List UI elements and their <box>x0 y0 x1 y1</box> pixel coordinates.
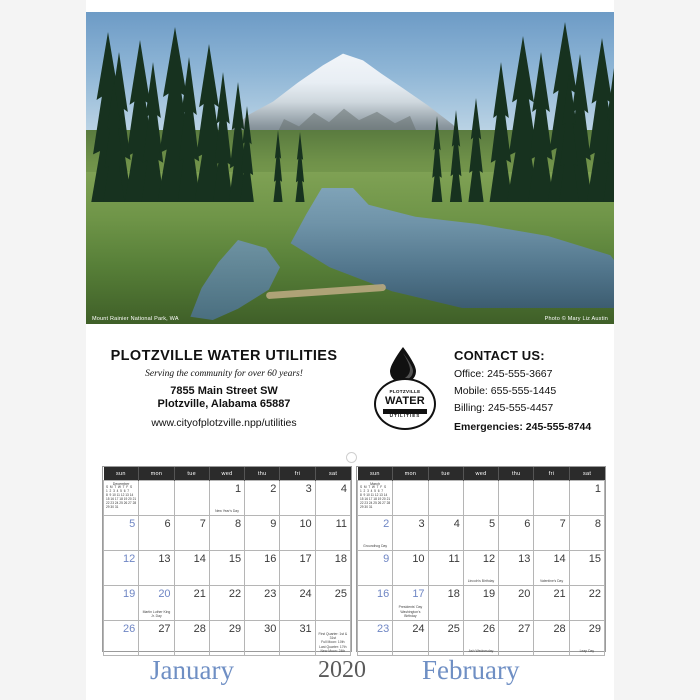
weekday-header-tue: tue <box>428 467 463 481</box>
calendar-day-cell[interactable] <box>104 621 139 656</box>
calendar-day-cell[interactable] <box>139 586 174 621</box>
calendar-day-cell[interactable] <box>463 516 498 551</box>
mini-month-march <box>360 482 390 509</box>
contact-mobile: Mobile: 655-555-1445 <box>454 385 557 397</box>
day-number: 7 <box>559 518 566 530</box>
calendar-day-cell[interactable] <box>139 551 174 586</box>
month-title-february: February <box>422 655 520 685</box>
calendar-day-cell[interactable] <box>139 621 174 656</box>
calendar-day-cell[interactable] <box>245 481 280 516</box>
day-number: 1 <box>594 483 601 495</box>
month-title-january: January <box>150 655 234 685</box>
mini-month-row: 15 16 17 18 19 20 21 <box>360 496 391 501</box>
mini-month-row: 29 30 31 <box>360 504 373 509</box>
company-column <box>94 348 354 429</box>
calendar-day-cell[interactable] <box>280 621 315 656</box>
calendar-day-cell[interactable] <box>393 621 428 656</box>
day-number: 2 <box>270 483 277 495</box>
calendar-day-cell[interactable] <box>245 621 280 656</box>
day-number: 28 <box>193 623 206 635</box>
calendar-day-cell[interactable] <box>569 481 604 516</box>
month-titles <box>86 655 614 695</box>
mini-month-row: 15 16 17 18 19 20 21 <box>106 496 137 501</box>
calendar-week-row <box>104 481 351 516</box>
calendar-day-cell[interactable] <box>139 481 174 516</box>
header-photo <box>86 12 614 324</box>
mini-month-row: 8 9 10 11 12 13 14 <box>360 493 388 497</box>
calendar-day-cell[interactable] <box>499 481 534 516</box>
day-number: 3 <box>418 518 425 530</box>
photo-tree <box>466 98 486 202</box>
calendar-day-cell[interactable] <box>104 586 139 621</box>
day-number: 6 <box>164 518 171 530</box>
logo-line3: UTILITIES <box>389 412 421 418</box>
calendar-week-row <box>104 551 351 586</box>
calendar-day-cell[interactable] <box>104 551 139 586</box>
calendar-day-cell[interactable] <box>209 516 244 551</box>
calendar-day-cell[interactable] <box>315 481 350 516</box>
mini-month-title: December <box>112 482 130 486</box>
day-note: Lincoln's Birthday <box>467 578 495 583</box>
calendar-day-cell[interactable] <box>358 586 393 621</box>
day-number: 15 <box>228 553 242 565</box>
day-number: 26 <box>482 623 496 635</box>
mini-month-row: 29 30 31 <box>106 504 119 509</box>
calendar-february[interactable] <box>356 466 606 652</box>
calendar-week-row <box>358 586 605 621</box>
photo-tree <box>430 116 444 202</box>
calendar-day-cell[interactable] <box>174 481 209 516</box>
calendar-day-cell[interactable] <box>280 586 315 621</box>
mini-month-row: 8 9 10 11 12 13 14 <box>106 493 134 497</box>
day-number: 13 <box>158 553 171 565</box>
company-info-block <box>86 340 614 450</box>
calendar-day-cell[interactable] <box>393 516 428 551</box>
calendar-day-cell[interactable] <box>245 516 280 551</box>
day-number: 16 <box>264 553 277 565</box>
mini-month-row: 1 2 3 4 5 6 7 <box>106 489 130 494</box>
calendar-day-cell[interactable] <box>104 516 139 551</box>
calendar-day-cell[interactable] <box>534 481 569 516</box>
day-number: 27 <box>158 623 171 635</box>
day-number: 26 <box>123 623 136 635</box>
day-number: 12 <box>123 553 136 565</box>
day-number: 16 <box>377 588 390 600</box>
page-margin-left <box>0 0 86 700</box>
calendar-day-cell[interactable] <box>569 516 604 551</box>
day-number: 10 <box>299 518 312 530</box>
day-number: 22 <box>588 588 601 600</box>
calendar-day-cell[interactable] <box>209 621 244 656</box>
weekday-header-thu: thu <box>245 467 280 481</box>
weekday-header-thu: thu <box>499 467 534 481</box>
day-number: 4 <box>453 518 460 530</box>
logo-badge <box>374 378 436 430</box>
day-number: 7 <box>199 518 206 530</box>
calendar-day-cell[interactable] <box>569 551 604 586</box>
day-number: 10 <box>412 553 425 565</box>
day-number: 24 <box>412 623 425 635</box>
day-number: 22 <box>228 588 242 600</box>
weekday-header-sat: sat <box>569 467 604 481</box>
calendar-day-cell[interactable] <box>393 481 428 516</box>
day-number: 30 <box>264 623 277 635</box>
day-number: 21 <box>553 588 566 600</box>
calendar-day-cell[interactable] <box>534 551 569 586</box>
calendar-day-cell[interactable] <box>245 586 280 621</box>
company-address-line1: 7855 Main Street SW <box>170 385 278 397</box>
company-website[interactable]: www.cityofplotzville.npp/utilities <box>151 417 297 429</box>
day-number: 23 <box>264 588 277 600</box>
day-number: 20 <box>158 588 171 600</box>
mini-month-december <box>106 482 136 509</box>
day-number: 6 <box>524 518 531 530</box>
weekday-header-tue: tue <box>174 467 209 481</box>
day-number: 2 <box>383 518 390 530</box>
day-number: 8 <box>594 518 601 530</box>
calendar-day-cell[interactable] <box>358 551 393 586</box>
calendar-day-cell[interactable] <box>315 621 350 656</box>
day-number: 17 <box>299 553 312 565</box>
day-note: New Year's Day <box>215 508 239 513</box>
day-note: Groundhog Day <box>363 543 388 548</box>
mini-month-row: 1 2 3 4 5 6 7 <box>360 489 384 494</box>
mini-month-title: March <box>370 482 381 486</box>
calendar-day-cell[interactable] <box>499 516 534 551</box>
weekday-header-wed: wed <box>463 467 498 481</box>
calendar-day-cell[interactable] <box>280 551 315 586</box>
day-note: First Quarter: 1st & 31st Full Moon: 10th Last Quarter: 17th New Moon: 24th <box>318 631 348 653</box>
binding-punch-hole <box>346 452 357 463</box>
calendar-day-cell[interactable] <box>174 621 209 656</box>
calendar-day-cell[interactable] <box>569 621 604 656</box>
calendar-day-cell[interactable] <box>209 586 244 621</box>
calendar-day-cell[interactable] <box>280 516 315 551</box>
day-number: 25 <box>334 588 347 600</box>
calendar-day-cell[interactable] <box>174 586 209 621</box>
calendar-day-cell[interactable] <box>174 516 209 551</box>
calendar-day-cell[interactable] <box>428 481 463 516</box>
day-number: 8 <box>235 518 242 530</box>
calendar-day-cell[interactable] <box>534 621 569 656</box>
day-number: 3 <box>305 483 312 495</box>
photo-tree <box>294 132 306 202</box>
day-note: Leap Day <box>579 648 595 653</box>
day-number: 31 <box>299 623 312 635</box>
calendar-day-cell[interactable] <box>358 516 393 551</box>
calendar-day-cell[interactable] <box>315 551 350 586</box>
mini-month-row: S M T W T F S <box>106 485 133 490</box>
contact-title: CONTACT US: <box>454 348 545 363</box>
calendar-year: 2020 <box>318 657 366 683</box>
calendar-day-cell[interactable] <box>499 621 534 656</box>
photo-treeline <box>86 12 614 202</box>
day-note: Ash Wednesday <box>468 648 494 653</box>
company-name: PLOTZVILLE WATER UTILITIES <box>110 348 338 364</box>
calendar-day-cell[interactable] <box>463 586 498 621</box>
day-number: 28 <box>553 623 566 635</box>
calendar-day-cell[interactable] <box>428 586 463 621</box>
weekday-header-sat: sat <box>315 467 350 481</box>
calendar-day-cell[interactable] <box>280 481 315 516</box>
day-number: 5 <box>489 518 496 530</box>
weekday-header-mon: mon <box>139 467 174 481</box>
calendar-week-row <box>358 516 605 551</box>
day-number: 29 <box>228 623 242 635</box>
mini-month-row: S M T W T F S <box>360 485 387 490</box>
day-number: 4 <box>340 483 347 495</box>
day-number: 17 <box>412 588 425 600</box>
mini-month-row: 22 23 24 25 26 27 28 <box>106 500 137 505</box>
day-number: 5 <box>129 518 136 530</box>
logo-line1: PLOTZVILLE <box>389 388 421 394</box>
day-note: Presidents' Day Washington's Birthday <box>398 605 423 618</box>
calendar-day-cell[interactable] <box>534 586 569 621</box>
company-logo <box>368 344 440 430</box>
day-number: 25 <box>447 623 460 635</box>
contact-column <box>454 348 610 433</box>
calendar-day-cell[interactable] <box>393 586 428 621</box>
day-number: 9 <box>270 518 277 530</box>
calendar-week-row <box>358 621 605 656</box>
calendar-week-row <box>104 586 351 621</box>
calendar-day-cell[interactable] <box>315 516 350 551</box>
calendar-day-cell[interactable] <box>428 516 463 551</box>
calendar-day-cell[interactable] <box>209 481 244 516</box>
calendar-day-cell[interactable] <box>463 481 498 516</box>
calendar-day-cell[interactable] <box>315 586 350 621</box>
mini-month-row: 22 23 24 25 26 27 28 <box>360 500 391 505</box>
calendar-grid-january[interactable] <box>103 467 351 656</box>
day-number: 14 <box>553 553 566 565</box>
day-number: 19 <box>482 588 496 600</box>
calendar-grid-february[interactable] <box>357 467 605 656</box>
weekday-header-sun: sun <box>104 467 139 481</box>
weekday-header-wed: wed <box>209 467 244 481</box>
day-number: 9 <box>383 553 390 565</box>
day-number: 19 <box>123 588 136 600</box>
page-margin-right <box>614 0 700 700</box>
calendar-day-cell[interactable] <box>139 516 174 551</box>
calendar-day-cell[interactable] <box>393 551 428 586</box>
calendar-day-cell[interactable] <box>463 551 498 586</box>
weekday-header-fri: fri <box>534 467 569 481</box>
weekday-header-mon: mon <box>393 467 428 481</box>
photo-tree <box>448 110 464 202</box>
calendar-day-cell[interactable] <box>463 621 498 656</box>
calendar-day-cell[interactable] <box>358 621 393 656</box>
contact-billing: Billing: 245-555-4457 <box>454 402 554 414</box>
calendar-day-cell[interactable] <box>245 551 280 586</box>
photo-tree <box>272 130 284 202</box>
day-number: 14 <box>193 553 206 565</box>
calendar-week-row <box>358 481 605 516</box>
calendar-day-cell[interactable] <box>209 551 244 586</box>
day-number: 13 <box>518 553 531 565</box>
contact-office: Office: 245-555-3667 <box>454 368 553 380</box>
day-number: 24 <box>299 588 312 600</box>
day-number: 18 <box>334 553 347 565</box>
calendar-day-cell[interactable] <box>499 586 534 621</box>
calendar-day-cell[interactable] <box>358 481 393 516</box>
logo-line2: WATER <box>385 394 425 407</box>
calendar-week-row <box>104 516 351 551</box>
photo-caption-location: Mount Rainier National Park, WA <box>92 316 179 322</box>
calendar-day-cell[interactable] <box>428 621 463 656</box>
day-note: Valentine's Day <box>539 578 564 583</box>
day-number: 23 <box>377 623 390 635</box>
photo-caption-credit: Photo © Mary Liz Austin <box>544 316 608 322</box>
calendar-day-cell[interactable] <box>174 551 209 586</box>
weekday-header-sun: sun <box>358 467 393 481</box>
company-address-line2: Plotzville, Alabama 65887 <box>157 398 291 410</box>
day-number: 11 <box>335 518 347 530</box>
day-number: 18 <box>447 588 460 600</box>
day-number: 1 <box>235 483 242 495</box>
calendar-week-row <box>104 621 351 656</box>
weekday-header-fri: fri <box>280 467 315 481</box>
company-tagline: Serving the community for over 60 years! <box>145 369 303 379</box>
day-number: 15 <box>588 553 601 565</box>
day-number: 27 <box>518 623 531 635</box>
calendar-day-cell[interactable] <box>104 481 139 516</box>
calendar-day-cell[interactable] <box>499 551 534 586</box>
calendar-day-cell[interactable] <box>569 586 604 621</box>
contact-emergencies: Emergencies: 245-555-8744 <box>454 421 592 433</box>
calendar-january[interactable] <box>102 466 352 652</box>
calendar-day-cell[interactable] <box>534 516 569 551</box>
day-number: 11 <box>448 553 460 565</box>
day-number: 20 <box>518 588 531 600</box>
day-number: 12 <box>482 553 496 565</box>
day-number: 21 <box>193 588 206 600</box>
calendar-week-row <box>358 551 605 586</box>
day-number: 29 <box>588 623 601 635</box>
calendar-day-cell[interactable] <box>428 551 463 586</box>
day-note: Martin Luther King Jr. Day <box>142 609 171 618</box>
